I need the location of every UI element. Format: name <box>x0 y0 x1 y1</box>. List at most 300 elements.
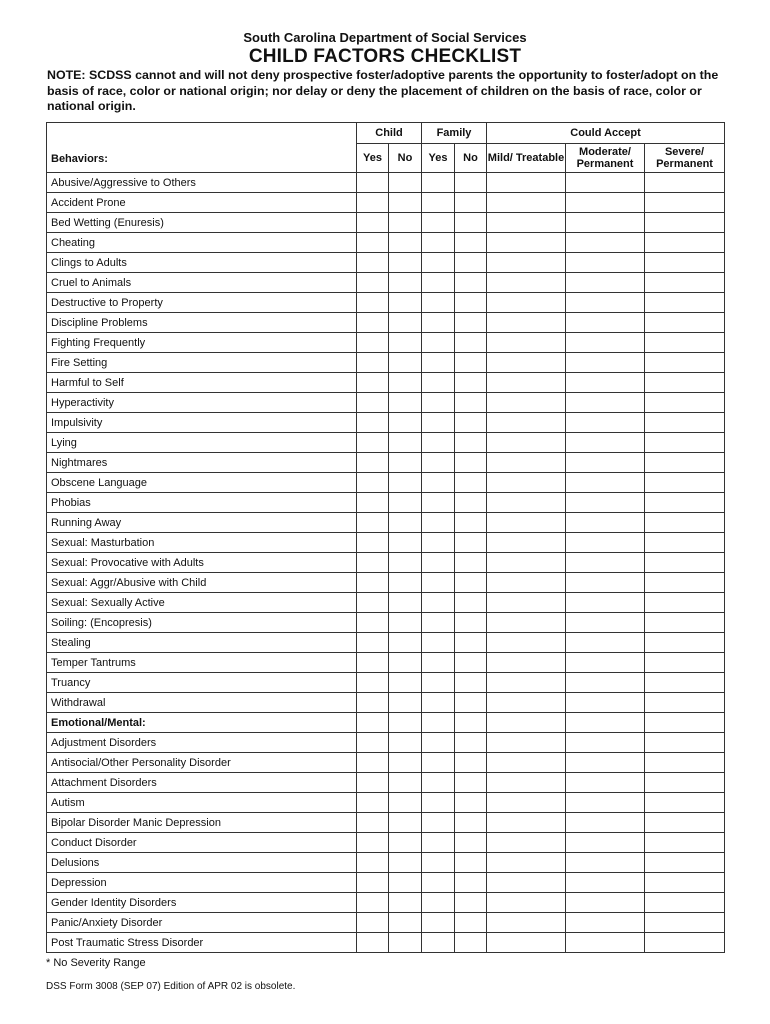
mild-treatable-cell[interactable] <box>487 293 566 313</box>
family-yes-cell[interactable] <box>422 933 455 953</box>
family-no-cell[interactable] <box>455 413 487 433</box>
family-yes-cell[interactable] <box>422 693 455 713</box>
behavior-label: Cruel to Animals <box>47 273 357 293</box>
moderate-permanent-cell[interactable] <box>566 793 645 813</box>
severe-permanent-cell[interactable] <box>645 873 725 893</box>
child-yes-cell[interactable] <box>357 753 389 773</box>
severe-permanent-cell[interactable] <box>645 313 725 333</box>
moderate-permanent-cell[interactable] <box>566 473 645 493</box>
mild-treatable-cell[interactable] <box>487 473 566 493</box>
mild-treatable-cell[interactable] <box>487 853 566 873</box>
child-no-cell[interactable] <box>389 173 422 193</box>
moderate-permanent-cell[interactable] <box>566 213 645 233</box>
family-yes-cell[interactable] <box>422 813 455 833</box>
child-no-cell[interactable] <box>389 753 422 773</box>
table-row <box>47 313 725 333</box>
child-yes-cell[interactable] <box>357 193 389 213</box>
severe-permanent-cell[interactable] <box>645 473 725 493</box>
family-yes-cell[interactable] <box>422 313 455 333</box>
moderate-permanent-cell[interactable] <box>566 253 645 273</box>
child-yes-cell[interactable] <box>357 233 389 253</box>
family-yes-cell[interactable] <box>422 633 455 653</box>
mild-treatable-cell[interactable] <box>487 513 566 533</box>
moderate-permanent-cell[interactable] <box>566 333 645 353</box>
child-yes-cell[interactable] <box>357 793 389 813</box>
table-row <box>47 753 725 773</box>
table-row <box>47 293 725 313</box>
family-no-cell[interactable] <box>455 373 487 393</box>
moderate-permanent-cell[interactable] <box>566 833 645 853</box>
child-no-cell[interactable] <box>389 193 422 213</box>
moderate-permanent-cell[interactable] <box>566 713 645 733</box>
child-no-cell[interactable] <box>389 493 422 513</box>
family-no-cell[interactable] <box>455 213 487 233</box>
child-yes-cell[interactable] <box>357 453 389 473</box>
family-no-cell[interactable] <box>455 653 487 673</box>
child-no-cell[interactable] <box>389 853 422 873</box>
mild-treatable-cell[interactable] <box>487 673 566 693</box>
moderate-permanent-cell[interactable] <box>566 593 645 613</box>
table-row <box>47 833 725 853</box>
severe-permanent-cell[interactable] <box>645 493 725 513</box>
moderate-permanent-cell[interactable] <box>566 493 645 513</box>
child-yes-cell[interactable] <box>357 253 389 273</box>
mild-treatable-cell[interactable] <box>487 873 566 893</box>
table-row <box>47 333 725 353</box>
child-no-cell[interactable] <box>389 913 422 933</box>
severe-permanent-cell[interactable] <box>645 413 725 433</box>
table-row <box>47 873 725 893</box>
severe-permanent-cell[interactable] <box>645 293 725 313</box>
child-yes-cell[interactable] <box>357 933 389 953</box>
family-yes-cell[interactable] <box>422 793 455 813</box>
family-no-cell[interactable] <box>455 493 487 513</box>
mild-treatable-cell[interactable] <box>487 213 566 233</box>
child-no-cell[interactable] <box>389 533 422 553</box>
moderate-permanent-cell[interactable] <box>566 693 645 713</box>
mild-treatable-cell[interactable] <box>487 353 566 373</box>
family-yes-cell[interactable] <box>422 673 455 693</box>
severe-permanent-cell[interactable] <box>645 273 725 293</box>
mild-treatable-cell[interactable] <box>487 613 566 633</box>
moderate-permanent-cell[interactable] <box>566 613 645 633</box>
family-yes-cell[interactable] <box>422 893 455 913</box>
child-group-header: Child <box>357 123 422 144</box>
child-yes-cell[interactable] <box>357 853 389 873</box>
moderate-permanent-cell[interactable] <box>566 533 645 553</box>
moderate-permanent-cell[interactable] <box>566 633 645 653</box>
mild-treatable-cell[interactable] <box>487 633 566 653</box>
family-yes-cell[interactable] <box>422 713 455 733</box>
mild-treatable-cell[interactable] <box>487 653 566 673</box>
family-yes-cell[interactable] <box>422 553 455 573</box>
child-no-cell[interactable] <box>389 293 422 313</box>
child-no-cell[interactable] <box>389 813 422 833</box>
moderate-permanent-cell[interactable] <box>566 653 645 673</box>
mild-treatable-cell[interactable] <box>487 573 566 593</box>
family-no-cell[interactable] <box>455 933 487 953</box>
moderate-permanent-cell[interactable] <box>566 933 645 953</box>
family-yes-cell[interactable] <box>422 873 455 893</box>
mild-treatable-header: Mild/ Treatable <box>487 144 566 173</box>
child-yes-cell[interactable] <box>357 473 389 493</box>
child-no-cell[interactable] <box>389 733 422 753</box>
mild-treatable-cell[interactable] <box>487 933 566 953</box>
mild-treatable-cell[interactable] <box>487 333 566 353</box>
mild-treatable-cell[interactable] <box>487 533 566 553</box>
child-yes-cell[interactable] <box>357 353 389 373</box>
behavior-label: Hyperactivity <box>47 393 357 413</box>
mild-treatable-cell[interactable] <box>487 693 566 713</box>
mild-treatable-cell[interactable] <box>487 773 566 793</box>
family-no-cell[interactable] <box>455 893 487 913</box>
table-row <box>47 613 725 633</box>
table-row <box>47 173 725 193</box>
family-yes-cell[interactable] <box>422 833 455 853</box>
family-no-cell[interactable] <box>455 273 487 293</box>
moderate-permanent-cell[interactable] <box>566 373 645 393</box>
family-no-cell[interactable] <box>455 613 487 633</box>
moderate-permanent-cell[interactable] <box>566 733 645 753</box>
moderate-permanent-cell[interactable] <box>566 233 645 253</box>
severe-permanent-cell[interactable] <box>645 353 725 373</box>
moderate-permanent-cell[interactable] <box>566 873 645 893</box>
family-no-cell[interactable] <box>455 793 487 813</box>
moderate-permanent-cell[interactable] <box>566 413 645 433</box>
family-yes-cell[interactable] <box>422 193 455 213</box>
child-yes-cell[interactable] <box>357 693 389 713</box>
severe-permanent-cell[interactable] <box>645 553 725 573</box>
family-yes-cell[interactable] <box>422 773 455 793</box>
behavior-label: Conduct Disorder <box>47 833 357 853</box>
moderate-permanent-cell[interactable] <box>566 813 645 833</box>
mild-treatable-cell[interactable] <box>487 813 566 833</box>
child-no-cell[interactable] <box>389 213 422 233</box>
child-yes-cell[interactable] <box>357 513 389 533</box>
child-no-cell[interactable] <box>389 353 422 373</box>
severe-permanent-cell[interactable] <box>645 813 725 833</box>
mild-treatable-cell[interactable] <box>487 393 566 413</box>
table-row <box>47 853 725 873</box>
mild-treatable-cell[interactable] <box>487 253 566 273</box>
mild-treatable-cell[interactable] <box>487 413 566 433</box>
severe-permanent-cell[interactable] <box>645 453 725 473</box>
family-yes-cell[interactable] <box>422 233 455 253</box>
mild-treatable-cell[interactable] <box>487 173 566 193</box>
severe-permanent-cell[interactable] <box>645 713 725 733</box>
child-no-cell[interactable] <box>389 673 422 693</box>
child-yes-cell[interactable] <box>357 393 389 413</box>
child-no-cell[interactable] <box>389 893 422 913</box>
moderate-permanent-cell[interactable] <box>566 433 645 453</box>
family-yes-cell[interactable] <box>422 613 455 633</box>
mild-treatable-cell[interactable] <box>487 493 566 513</box>
moderate-permanent-cell[interactable] <box>566 393 645 413</box>
moderate-permanent-cell[interactable] <box>566 173 645 193</box>
family-yes-cell[interactable] <box>422 573 455 593</box>
child-yes-cell[interactable] <box>357 273 389 293</box>
child-yes-cell[interactable] <box>357 613 389 633</box>
severe-permanent-cell[interactable] <box>645 933 725 953</box>
family-yes-cell[interactable] <box>422 653 455 673</box>
behavior-label: Impulsivity <box>47 413 357 433</box>
child-yes-cell[interactable] <box>357 333 389 353</box>
severe-permanent-cell[interactable] <box>645 633 725 653</box>
child-yes-cell[interactable] <box>357 573 389 593</box>
mild-treatable-cell[interactable] <box>487 193 566 213</box>
family-yes-cell[interactable] <box>422 853 455 873</box>
child-yes-cell[interactable] <box>357 173 389 193</box>
mild-treatable-cell[interactable] <box>487 793 566 813</box>
severe-permanent-cell[interactable] <box>645 593 725 613</box>
moderate-permanent-cell[interactable] <box>566 453 645 473</box>
mild-treatable-cell[interactable] <box>487 453 566 473</box>
child-no-cell[interactable] <box>389 633 422 653</box>
severe-permanent-cell[interactable] <box>645 533 725 553</box>
family-yes-cell[interactable] <box>422 453 455 473</box>
child-yes-cell[interactable] <box>357 813 389 833</box>
moderate-permanent-cell[interactable] <box>566 573 645 593</box>
severe-permanent-cell[interactable] <box>645 393 725 413</box>
family-no-cell[interactable] <box>455 693 487 713</box>
child-no-cell[interactable] <box>389 433 422 453</box>
severe-permanent-cell[interactable] <box>645 853 725 873</box>
child-yes-cell[interactable] <box>357 833 389 853</box>
mild-treatable-cell[interactable] <box>487 593 566 613</box>
severe-permanent-cell[interactable] <box>645 673 725 693</box>
child-yes-cell[interactable] <box>357 913 389 933</box>
family-no-cell[interactable] <box>455 433 487 453</box>
severe-permanent-cell[interactable] <box>645 433 725 453</box>
severe-permanent-cell[interactable] <box>645 193 725 213</box>
family-no-cell[interactable] <box>455 533 487 553</box>
mild-treatable-cell[interactable] <box>487 753 566 773</box>
family-no-cell[interactable] <box>455 673 487 693</box>
child-no-cell[interactable] <box>389 473 422 493</box>
family-yes-cell[interactable] <box>422 433 455 453</box>
moderate-permanent-cell[interactable] <box>566 893 645 913</box>
mild-treatable-cell[interactable] <box>487 553 566 573</box>
family-no-cell[interactable] <box>455 453 487 473</box>
moderate-permanent-header: Moderate/ Permanent <box>566 144 645 173</box>
family-no-cell[interactable] <box>455 233 487 253</box>
severe-permanent-cell[interactable] <box>645 913 725 933</box>
child-no-cell[interactable] <box>389 793 422 813</box>
mild-treatable-cell[interactable] <box>487 233 566 253</box>
family-no-cell[interactable] <box>455 313 487 333</box>
behavior-label: Obscene Language <box>47 473 357 493</box>
mild-treatable-cell[interactable] <box>487 713 566 733</box>
moderate-permanent-cell[interactable] <box>566 513 645 533</box>
moderate-permanent-cell[interactable] <box>566 673 645 693</box>
mild-treatable-cell[interactable] <box>487 373 566 393</box>
family-no-cell[interactable] <box>455 333 487 353</box>
child-yes-cell[interactable] <box>357 533 389 553</box>
family-yes-cell[interactable] <box>422 273 455 293</box>
child-no-cell[interactable] <box>389 253 422 273</box>
severe-permanent-cell[interactable] <box>645 833 725 853</box>
child-yes-cell[interactable] <box>357 553 389 573</box>
family-yes-cell[interactable] <box>422 173 455 193</box>
child-yes-cell[interactable] <box>357 893 389 913</box>
child-no-cell[interactable] <box>389 313 422 333</box>
family-no-cell[interactable] <box>455 573 487 593</box>
child-yes-cell[interactable] <box>357 673 389 693</box>
family-yes-cell[interactable] <box>422 293 455 313</box>
child-no-cell[interactable] <box>389 453 422 473</box>
mild-treatable-cell[interactable] <box>487 893 566 913</box>
family-yes-cell[interactable] <box>422 913 455 933</box>
severe-permanent-cell[interactable] <box>645 793 725 813</box>
family-yes-cell[interactable] <box>422 753 455 773</box>
severe-permanent-cell[interactable] <box>645 613 725 633</box>
moderate-permanent-cell[interactable] <box>566 753 645 773</box>
behavior-label: Discipline Problems <box>47 313 357 333</box>
child-no-cell[interactable] <box>389 273 422 293</box>
behavior-label: Antisocial/Other Personality Disorder <box>47 753 357 773</box>
family-yes-cell[interactable] <box>422 733 455 753</box>
family-no-cell[interactable] <box>455 873 487 893</box>
family-yes-cell[interactable] <box>422 373 455 393</box>
child-yes-cell[interactable] <box>357 653 389 673</box>
moderate-permanent-cell[interactable] <box>566 553 645 573</box>
severe-permanent-cell[interactable] <box>645 733 725 753</box>
severe-permanent-cell[interactable] <box>645 233 725 253</box>
child-no-cell[interactable] <box>389 233 422 253</box>
child-no-cell[interactable] <box>389 653 422 673</box>
child-no-cell[interactable] <box>389 613 422 633</box>
severe-permanent-cell[interactable] <box>645 173 725 193</box>
child-yes-cell[interactable] <box>357 873 389 893</box>
child-no-cell[interactable] <box>389 373 422 393</box>
child-yes-cell[interactable] <box>357 733 389 753</box>
moderate-permanent-cell[interactable] <box>566 773 645 793</box>
table-row <box>47 733 725 753</box>
family-no-cell[interactable] <box>455 553 487 573</box>
moderate-permanent-cell[interactable] <box>566 273 645 293</box>
family-no-cell[interactable] <box>455 193 487 213</box>
family-no-cell[interactable] <box>455 833 487 853</box>
severe-permanent-cell[interactable] <box>645 213 725 233</box>
child-no-cell[interactable] <box>389 713 422 733</box>
family-yes-cell[interactable] <box>422 493 455 513</box>
severe-permanent-cell[interactable] <box>645 773 725 793</box>
child-no-cell[interactable] <box>389 553 422 573</box>
child-yes-cell[interactable] <box>357 413 389 433</box>
family-yes-cell[interactable] <box>422 533 455 553</box>
family-yes-cell[interactable] <box>422 513 455 533</box>
mild-treatable-cell[interactable] <box>487 913 566 933</box>
family-no-cell[interactable] <box>455 593 487 613</box>
family-no-cell[interactable] <box>455 753 487 773</box>
family-no-cell[interactable] <box>455 733 487 753</box>
family-no-cell[interactable] <box>455 473 487 493</box>
child-yes-cell[interactable] <box>357 633 389 653</box>
severe-permanent-cell[interactable] <box>645 253 725 273</box>
family-no-cell[interactable] <box>455 253 487 273</box>
family-no-cell[interactable] <box>455 773 487 793</box>
behavior-label: Stealing <box>47 633 357 653</box>
table-row <box>47 813 725 833</box>
child-yes-cell[interactable] <box>357 213 389 233</box>
severe-permanent-cell[interactable] <box>645 333 725 353</box>
behavior-label: Lying <box>47 433 357 453</box>
severe-permanent-cell[interactable] <box>645 693 725 713</box>
family-yes-cell[interactable] <box>422 413 455 433</box>
family-no-cell[interactable] <box>455 713 487 733</box>
family-no-cell[interactable] <box>455 173 487 193</box>
family-no-cell[interactable] <box>455 633 487 653</box>
moderate-permanent-cell[interactable] <box>566 913 645 933</box>
child-no-cell[interactable] <box>389 693 422 713</box>
child-no-cell[interactable] <box>389 573 422 593</box>
child-yes-cell[interactable] <box>357 713 389 733</box>
child-yes-cell[interactable] <box>357 373 389 393</box>
moderate-permanent-cell[interactable] <box>566 193 645 213</box>
family-no-cell[interactable] <box>455 353 487 373</box>
behavior-label: Clings to Adults <box>47 253 357 273</box>
mild-treatable-cell[interactable] <box>487 833 566 853</box>
severe-permanent-cell[interactable] <box>645 513 725 533</box>
child-no-cell[interactable] <box>389 833 422 853</box>
family-no-cell[interactable] <box>455 293 487 313</box>
child-no-cell[interactable] <box>389 873 422 893</box>
child-yes-cell[interactable] <box>357 293 389 313</box>
severe-permanent-cell[interactable] <box>645 893 725 913</box>
severe-permanent-cell[interactable] <box>645 573 725 593</box>
behavior-label: Harmful to Self <box>47 373 357 393</box>
mild-treatable-cell[interactable] <box>487 273 566 293</box>
child-yes-cell[interactable] <box>357 313 389 333</box>
moderate-permanent-cell[interactable] <box>566 353 645 373</box>
behavior-label: Running Away <box>47 513 357 533</box>
child-no-cell[interactable] <box>389 933 422 953</box>
family-yes-cell[interactable] <box>422 353 455 373</box>
child-yes-cell[interactable] <box>357 493 389 513</box>
family-yes-cell[interactable] <box>422 393 455 413</box>
family-no-cell[interactable] <box>455 393 487 413</box>
behavior-label: Panic/Anxiety Disorder <box>47 913 357 933</box>
child-yes-cell[interactable] <box>357 593 389 613</box>
family-no-cell[interactable] <box>455 913 487 933</box>
family-yes-cell[interactable] <box>422 333 455 353</box>
family-no-cell[interactable] <box>455 813 487 833</box>
severe-permanent-cell[interactable] <box>645 373 725 393</box>
child-no-cell[interactable] <box>389 333 422 353</box>
moderate-permanent-cell[interactable] <box>566 853 645 873</box>
child-no-cell[interactable] <box>389 773 422 793</box>
mild-treatable-cell[interactable] <box>487 733 566 753</box>
child-no-cell[interactable] <box>389 393 422 413</box>
child-yes-cell[interactable] <box>357 773 389 793</box>
severe-permanent-cell[interactable] <box>645 753 725 773</box>
family-yes-cell[interactable] <box>422 253 455 273</box>
moderate-permanent-cell[interactable] <box>566 293 645 313</box>
family-no-cell[interactable] <box>455 853 487 873</box>
mild-treatable-cell[interactable] <box>487 313 566 333</box>
child-no-cell[interactable] <box>389 513 422 533</box>
child-no-cell[interactable] <box>389 413 422 433</box>
family-yes-cell[interactable] <box>422 473 455 493</box>
severe-permanent-cell[interactable] <box>645 653 725 673</box>
child-yes-cell[interactable] <box>357 433 389 453</box>
family-yes-cell[interactable] <box>422 213 455 233</box>
child-no-cell[interactable] <box>389 593 422 613</box>
family-yes-cell[interactable] <box>422 593 455 613</box>
family-no-cell[interactable] <box>455 513 487 533</box>
mild-treatable-cell[interactable] <box>487 433 566 453</box>
moderate-permanent-cell[interactable] <box>566 313 645 333</box>
